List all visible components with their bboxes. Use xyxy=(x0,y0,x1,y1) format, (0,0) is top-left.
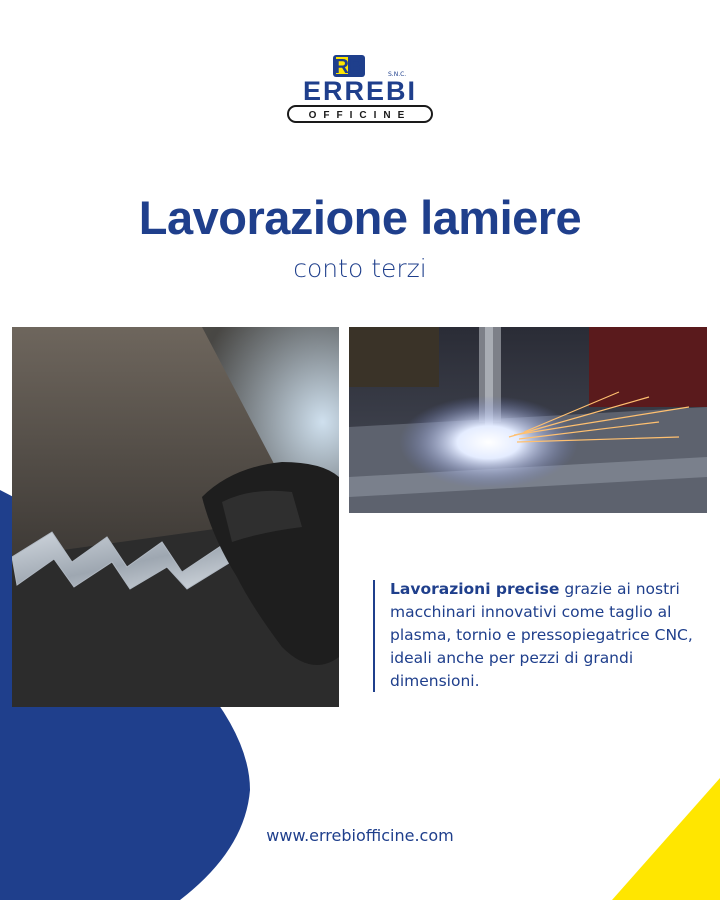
description-divider xyxy=(373,580,375,692)
description-lead: Lavorazioni precise xyxy=(390,580,560,598)
logo-suffix: S.N.C. xyxy=(388,71,407,78)
bent-sheet-metal-photo xyxy=(12,327,339,707)
company-logo xyxy=(286,52,434,126)
rb-monogram xyxy=(333,55,365,78)
page-subtitle: conto terzi xyxy=(293,254,427,283)
description-text xyxy=(390,578,710,693)
website-link[interactable]: www.errebiofficine.com xyxy=(266,826,454,845)
logo-name: ERREBI xyxy=(302,76,418,106)
logo-letters: RB xyxy=(334,56,364,78)
plasma-cutting-photo xyxy=(349,327,707,513)
logo-tagline: OFFICINE xyxy=(308,110,412,121)
description-block xyxy=(373,578,703,692)
description-rest: grazie ai nostri macchinari innovativi come taglio al plasma, tornio e pressopiegatrice CNC, ideali anche per pezzi di grandi dimensioni. xyxy=(390,580,693,690)
page-title: Lavorazione lamiere xyxy=(138,191,582,244)
